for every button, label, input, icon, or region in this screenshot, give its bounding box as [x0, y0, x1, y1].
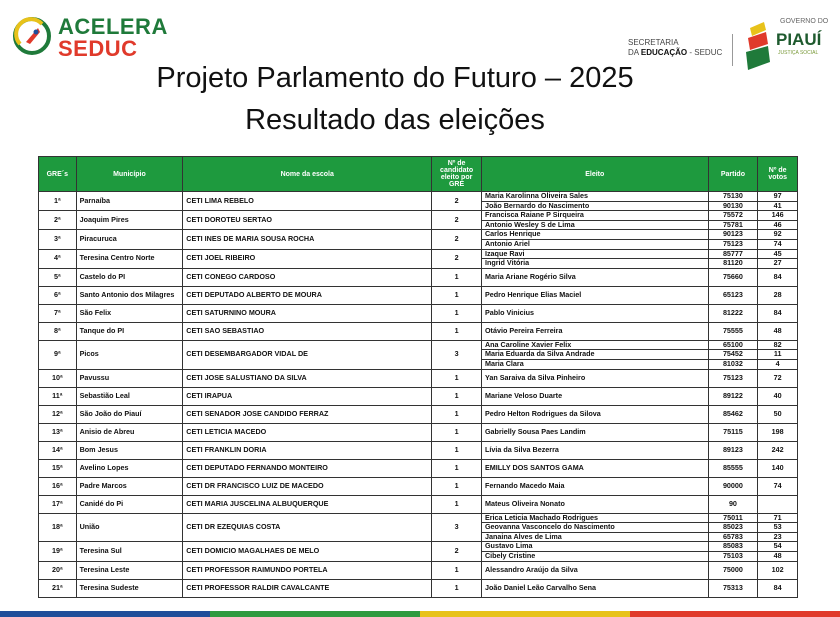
table-row	[39, 230, 798, 240]
cell-votos: 27	[758, 259, 798, 269]
cell-partido: 90130	[708, 201, 758, 211]
cell-votos: 50	[758, 405, 798, 423]
cell-municipio: Teresina Sul	[76, 542, 183, 561]
cell-gre: 10ª	[39, 369, 77, 387]
cell-gre: 18ª	[39, 513, 77, 542]
cell-eleito: Maria Ariane Rogério Silva	[481, 268, 708, 286]
page-subtitle: Resultado das eleições	[245, 104, 545, 136]
cell-partido: 90	[708, 495, 758, 513]
table-row	[39, 211, 798, 221]
gov-subtitle: JUSTIÇA SOCIAL	[778, 50, 819, 56]
table-body	[39, 192, 798, 598]
cell-eleito: Mariane Veloso Duarte	[481, 387, 708, 405]
cell-escola: CETI JOEL RIBEIRO	[183, 249, 432, 268]
cell-escola: CETI DOMICIO MAGALHAES DE MELO	[183, 542, 432, 561]
cell-partido: 81120	[708, 259, 758, 269]
table-row	[39, 542, 798, 552]
table-row	[39, 286, 798, 304]
cell-eleito: João Daniel Leão Carvalho Sena	[481, 579, 708, 597]
cell-votos: 140	[758, 459, 798, 477]
cell-eleito: Janaina Alves de Lima	[481, 532, 708, 542]
table-row	[39, 579, 798, 597]
cell-eleito: Pablo Vinicius	[481, 304, 708, 322]
cell-eleito: Gustavo Lima	[481, 542, 708, 552]
cell-eleito: Mateus Oliveira Nonato	[481, 495, 708, 513]
cell-eleito: Izaque Ravi	[481, 249, 708, 259]
cell-votos: 11	[758, 350, 798, 360]
cell-municipio: Avelino Lopes	[76, 459, 183, 477]
cell-gre: 13ª	[39, 423, 77, 441]
header-num-candidatos: Nº de candidato eleito por GRE	[432, 157, 482, 192]
cell-escola: CETI DESEMBARGADOR VIDAL DE	[183, 340, 432, 369]
secretaria-line2: DA EDUCAÇÃO - SEDUC	[628, 48, 723, 57]
cell-partido: 90000	[708, 477, 758, 495]
cell-eleito: Alessandro Araújo da Silva	[481, 561, 708, 579]
cell-partido: 75011	[708, 513, 758, 523]
cell-num-candidatos: 2	[432, 230, 482, 249]
cell-gre: 17ª	[39, 495, 77, 513]
cell-votos: 4	[758, 359, 798, 369]
cell-eleito: Carlos Henrique	[481, 230, 708, 240]
cell-partido: 89122	[708, 387, 758, 405]
table-row	[39, 405, 798, 423]
table-row	[39, 459, 798, 477]
table-row	[39, 477, 798, 495]
cell-municipio: Parnaíba	[76, 192, 183, 211]
cell-votos: 23	[758, 532, 798, 542]
cell-escola: CETI DOROTEU SERTAO	[183, 211, 432, 230]
acelera-rocket-icon	[12, 16, 52, 56]
cell-votos: 84	[758, 268, 798, 286]
cell-municipio: Padre Marcos	[76, 477, 183, 495]
cell-votos: 242	[758, 441, 798, 459]
cell-escola: CETI DR FRANCISCO LUIZ DE MACEDO	[183, 477, 432, 495]
table-row	[39, 304, 798, 322]
cell-escola: CETI SAO SEBASTIAO	[183, 322, 432, 340]
cell-gre: 14ª	[39, 441, 77, 459]
table-row	[39, 513, 798, 523]
table-row	[39, 322, 798, 340]
cell-eleito: Ana Caroline Xavier Felix	[481, 340, 708, 350]
cell-num-candidatos: 1	[432, 423, 482, 441]
cell-escola: CETI DR EZEQUIAS COSTA	[183, 513, 432, 542]
cell-partido: 75115	[708, 423, 758, 441]
cell-gre: 6ª	[39, 286, 77, 304]
cell-votos: 84	[758, 304, 798, 322]
table-row	[39, 369, 798, 387]
cell-partido: 90123	[708, 230, 758, 240]
cell-partido: 75103	[708, 551, 758, 561]
table-row	[39, 268, 798, 286]
cell-municipio: União	[76, 513, 183, 542]
cell-votos: 102	[758, 561, 798, 579]
cell-partido: 65783	[708, 532, 758, 542]
cell-municipio: Castelo do PI	[76, 268, 183, 286]
cell-municipio: Anisio de Abreu	[76, 423, 183, 441]
cell-escola: CETI FRANKLIN DORIA	[183, 441, 432, 459]
cell-num-candidatos: 1	[432, 495, 482, 513]
table-row	[39, 340, 798, 350]
cell-votos: 74	[758, 477, 798, 495]
cell-escola: CETI DEPUTADO FERNANDO MONTEIRO	[183, 459, 432, 477]
cell-partido: 75572	[708, 211, 758, 221]
cell-partido: 89123	[708, 441, 758, 459]
cell-gre: 15ª	[39, 459, 77, 477]
cell-partido: 75313	[708, 579, 758, 597]
cell-eleito: Maria Eduarda da Silva Andrade	[481, 350, 708, 360]
table-header-row	[39, 157, 798, 192]
cell-partido: 75660	[708, 268, 758, 286]
cell-eleito: Maria Karolinna Oliveira Sales	[481, 192, 708, 202]
cell-eleito: Lívia da Silva Bezerra	[481, 441, 708, 459]
cell-municipio: Teresina Leste	[76, 561, 183, 579]
cell-num-candidatos: 2	[432, 542, 482, 561]
cell-eleito: Geovanna Vasconcelo do Nascimento	[481, 523, 708, 533]
cell-num-candidatos: 1	[432, 459, 482, 477]
cell-eleito: Cibely Cristine	[481, 551, 708, 561]
logo-text-seduc: SEDUC	[58, 36, 138, 61]
cell-partido: 85083	[708, 542, 758, 552]
cell-num-candidatos: 1	[432, 387, 482, 405]
cell-votos: 45	[758, 249, 798, 259]
cell-num-candidatos: 1	[432, 286, 482, 304]
cell-gre: 3ª	[39, 230, 77, 249]
cell-gre: 21ª	[39, 579, 77, 597]
gov-piaui-text: PIAUÍ	[776, 30, 822, 49]
cell-escola: CETI LETICIA MACEDO	[183, 423, 432, 441]
cell-num-candidatos: 1	[432, 322, 482, 340]
bottom-color-stripe	[0, 611, 840, 617]
cell-partido: 75130	[708, 192, 758, 202]
table-row	[39, 495, 798, 513]
cell-num-candidatos: 1	[432, 441, 482, 459]
secretaria-line1: SECRETARIA	[628, 38, 679, 47]
cell-gre: 5ª	[39, 268, 77, 286]
cell-eleito: Yan Saraiva da Silva Pinheiro	[481, 369, 708, 387]
cell-votos: 48	[758, 551, 798, 561]
cell-num-candidatos: 3	[432, 340, 482, 369]
cell-votos: 46	[758, 220, 798, 230]
page-title: Projeto Parlamento do Futuro – 2025	[156, 62, 634, 94]
cell-eleito: Pedro Helton Rodrigues da Silova	[481, 405, 708, 423]
cell-municipio: São Felix	[76, 304, 183, 322]
cell-municipio: São João do Piauí	[76, 405, 183, 423]
cell-num-candidatos: 1	[432, 405, 482, 423]
cell-eleito: Fernando Macedo Maia	[481, 477, 708, 495]
cell-partido: 75123	[708, 369, 758, 387]
cell-partido: 65100	[708, 340, 758, 350]
cell-partido: 81032	[708, 359, 758, 369]
cell-escola: CETI PROFESSOR RALDIR CAVALCANTE	[183, 579, 432, 597]
cell-eleito: Maria Clara	[481, 359, 708, 369]
cell-votos: 72	[758, 369, 798, 387]
cell-escola: CETI CONEGO CARDOSO	[183, 268, 432, 286]
cell-votos: 41	[758, 201, 798, 211]
cell-eleito: Ingrid Vitória	[481, 259, 708, 269]
cell-votos: 146	[758, 211, 798, 221]
cell-gre: 20ª	[39, 561, 77, 579]
cell-escola: CETI INES DE MARIA SOUSA ROCHA	[183, 230, 432, 249]
cell-votos: 71	[758, 513, 798, 523]
cell-eleito: Gabrielly Sousa Paes Landim	[481, 423, 708, 441]
cell-eleito: Francisca Raiane P Sirqueira	[481, 211, 708, 221]
cell-gre: 16ª	[39, 477, 77, 495]
table-row	[39, 423, 798, 441]
cell-escola: CETI SENADOR JOSE CANDIDO FERRAZ	[183, 405, 432, 423]
cell-partido: 65123	[708, 286, 758, 304]
cell-escola: CETI PROFESSOR RAIMUNDO PORTELA	[183, 561, 432, 579]
cell-escola: CETI LIMA REBELO	[183, 192, 432, 211]
cell-gre: 11ª	[39, 387, 77, 405]
cell-votos: 82	[758, 340, 798, 350]
header-eleito: Eleito	[481, 157, 708, 192]
table-row	[39, 192, 798, 202]
cell-num-candidatos: 2	[432, 211, 482, 230]
cell-partido: 85555	[708, 459, 758, 477]
cell-num-candidatos: 1	[432, 369, 482, 387]
cell-votos	[758, 495, 798, 513]
cell-escola: CETI JOSE SALUSTIANO DA SILVA	[183, 369, 432, 387]
cell-municipio: Teresina Centro Norte	[76, 249, 183, 268]
cell-num-candidatos: 2	[432, 192, 482, 211]
cell-municipio: Bom Jesus	[76, 441, 183, 459]
cell-num-candidatos: 3	[432, 513, 482, 542]
gov-line1: GOVERNO DO	[780, 18, 829, 25]
header-gre: GRE´s	[39, 157, 77, 192]
header-partido: Partido	[708, 157, 758, 192]
cell-votos: 198	[758, 423, 798, 441]
cell-municipio: Santo Antonio dos Milagres	[76, 286, 183, 304]
header-escola: Nome da escola	[183, 157, 432, 192]
cell-gre: 2ª	[39, 211, 77, 230]
cell-municipio: Canidé do Pi	[76, 495, 183, 513]
acelera-seduc-logo	[12, 12, 168, 62]
cell-municipio: Joaquim Pires	[76, 211, 183, 230]
cell-votos: 74	[758, 239, 798, 249]
cell-municipio: Sebastião Leal	[76, 387, 183, 405]
cell-num-candidatos: 1	[432, 579, 482, 597]
cell-partido: 75555	[708, 322, 758, 340]
secretaria-label	[628, 38, 728, 58]
cell-num-candidatos: 1	[432, 477, 482, 495]
cell-escola: CETI SATURNINO MOURA	[183, 304, 432, 322]
table-row	[39, 387, 798, 405]
table-row	[39, 441, 798, 459]
cell-votos: 84	[758, 579, 798, 597]
cell-partido: 75123	[708, 239, 758, 249]
cell-votos: 40	[758, 387, 798, 405]
cell-gre: 12ª	[39, 405, 77, 423]
cell-gre: 4ª	[39, 249, 77, 268]
cell-eleito: Antonio Wesley S de Lima	[481, 220, 708, 230]
cell-gre: 9ª	[39, 340, 77, 369]
cell-municipio: Pavussu	[76, 369, 183, 387]
cell-escola: CETI IRAPUA	[183, 387, 432, 405]
cell-eleito: EMILLY DOS SANTOS GAMA	[481, 459, 708, 477]
cell-partido: 75452	[708, 350, 758, 360]
cell-partido: 85462	[708, 405, 758, 423]
cell-votos: 54	[758, 542, 798, 552]
table-row	[39, 249, 798, 259]
cell-eleito: Pedro Henrique Elias Maciel	[481, 286, 708, 304]
cell-gre: 1ª	[39, 192, 77, 211]
cell-municipio: Piracuruca	[76, 230, 183, 249]
header-municipio: Município	[76, 157, 183, 192]
cell-num-candidatos: 1	[432, 561, 482, 579]
cell-eleito: Antonio Ariel	[481, 239, 708, 249]
cell-partido: 85777	[708, 249, 758, 259]
cell-eleito: Otávio Pereira Ferreira	[481, 322, 708, 340]
cell-partido: 81222	[708, 304, 758, 322]
cell-partido: 75781	[708, 220, 758, 230]
cell-num-candidatos: 1	[432, 268, 482, 286]
cell-votos: 92	[758, 230, 798, 240]
cell-gre: 8ª	[39, 322, 77, 340]
cell-eleito: Erica Leticia Machado Rodrigues	[481, 513, 708, 523]
cell-votos: 97	[758, 192, 798, 202]
cell-escola: CETI DEPUTADO ALBERTO DE MOURA	[183, 286, 432, 304]
cell-num-candidatos: 1	[432, 304, 482, 322]
cell-eleito: João Bernardo do Nascimento	[481, 201, 708, 211]
table-row	[39, 561, 798, 579]
cell-municipio: Tanque do PI	[76, 322, 183, 340]
cell-gre: 7ª	[39, 304, 77, 322]
election-results-table	[38, 156, 798, 598]
cell-partido: 85023	[708, 523, 758, 533]
cell-gre: 19ª	[39, 542, 77, 561]
header-votos: Nº de votos	[758, 157, 798, 192]
cell-num-candidatos: 2	[432, 249, 482, 268]
cell-partido: 75000	[708, 561, 758, 579]
logo-text-acelera: ACELERA	[58, 14, 168, 39]
cell-votos: 28	[758, 286, 798, 304]
cell-escola: CETI MARIA JUSCELINA ALBUQUERQUE	[183, 495, 432, 513]
cell-municipio: Teresina Sudeste	[76, 579, 183, 597]
cell-votos: 48	[758, 322, 798, 340]
cell-municipio: Picos	[76, 340, 183, 369]
cell-votos: 53	[758, 523, 798, 533]
